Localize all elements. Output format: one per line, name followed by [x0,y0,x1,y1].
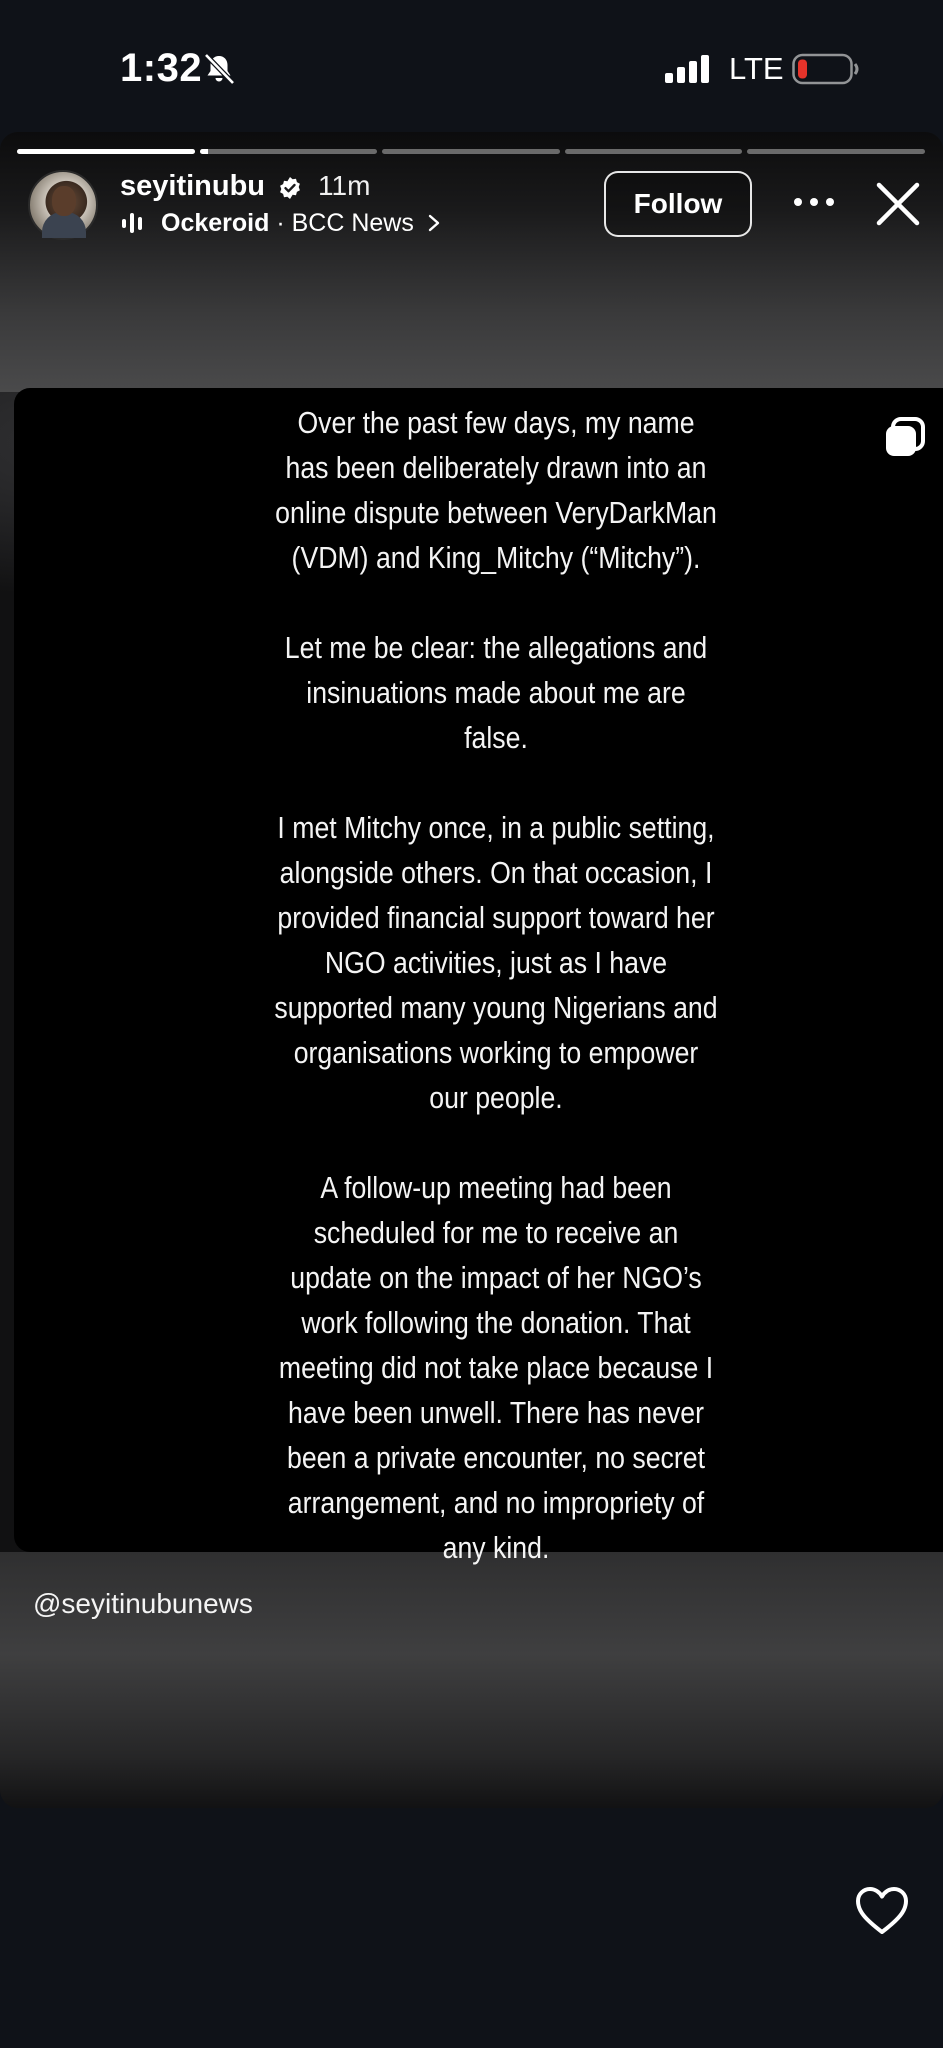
music-attribution[interactable] [161,207,441,239]
statement-paragraph-1: Over the past few days, my name has been deliberately drawn into an online dispute between VeryDarkMan (VDM) and King_Mitchy (“Mitchy”). [275,405,717,575]
progress-segment [565,149,743,154]
verified-badge-icon [278,176,302,200]
bell-slash-icon [202,52,236,86]
copy-sticker-icon[interactable] [883,416,927,460]
progress-segment [200,149,378,154]
statement-paragraph-4: A follow-up meeting had been scheduled for me to receive an update on the impact of her NGO’s work following the donation. That meeting did not take place because I have been unwell. There has never been a private encounter, no secret arrangement, and no impropriety of any kind. [278,1170,714,1565]
more-options-icon[interactable] [792,194,836,210]
statement-paragraph-2: Let me be clear: the allegations and insinuations made about me are false. [284,630,708,755]
follow-button[interactable]: Follow [604,171,752,237]
progress-segment [17,149,195,154]
network-label: LTE [729,51,784,86]
author-username[interactable]: seyitinubu [120,170,266,202]
post-time: 11m [318,170,371,201]
avatar-face [52,186,76,216]
signal-icon [664,54,712,84]
chevron-right-icon [427,214,441,232]
music-separator: · [269,209,292,237]
progress-segment [747,149,925,154]
statement-text [272,400,719,1615]
statement-paragraph-3: I met Mitchy once, in a public setting, alongside others. On that occasion, I provided financial support toward her NGO activities, just as I have supported many young Nigerians and organisations working to empower our people. [274,810,718,1115]
music-title: BCC News [291,209,414,237]
audio-wave-icon [121,212,147,234]
close-icon[interactable] [876,182,920,226]
status-time: 1:32 [120,46,203,90]
mention-handle[interactable]: @seyitinubunews [33,1588,253,1619]
battery-icon [792,52,860,86]
story-frame[interactable] [0,132,943,1808]
author-avatar[interactable] [28,170,98,240]
story-progress-bar [17,149,925,154]
progress-segment [382,149,560,154]
heart-icon[interactable] [855,1886,909,1936]
music-artist: Ockeroid [161,209,270,237]
